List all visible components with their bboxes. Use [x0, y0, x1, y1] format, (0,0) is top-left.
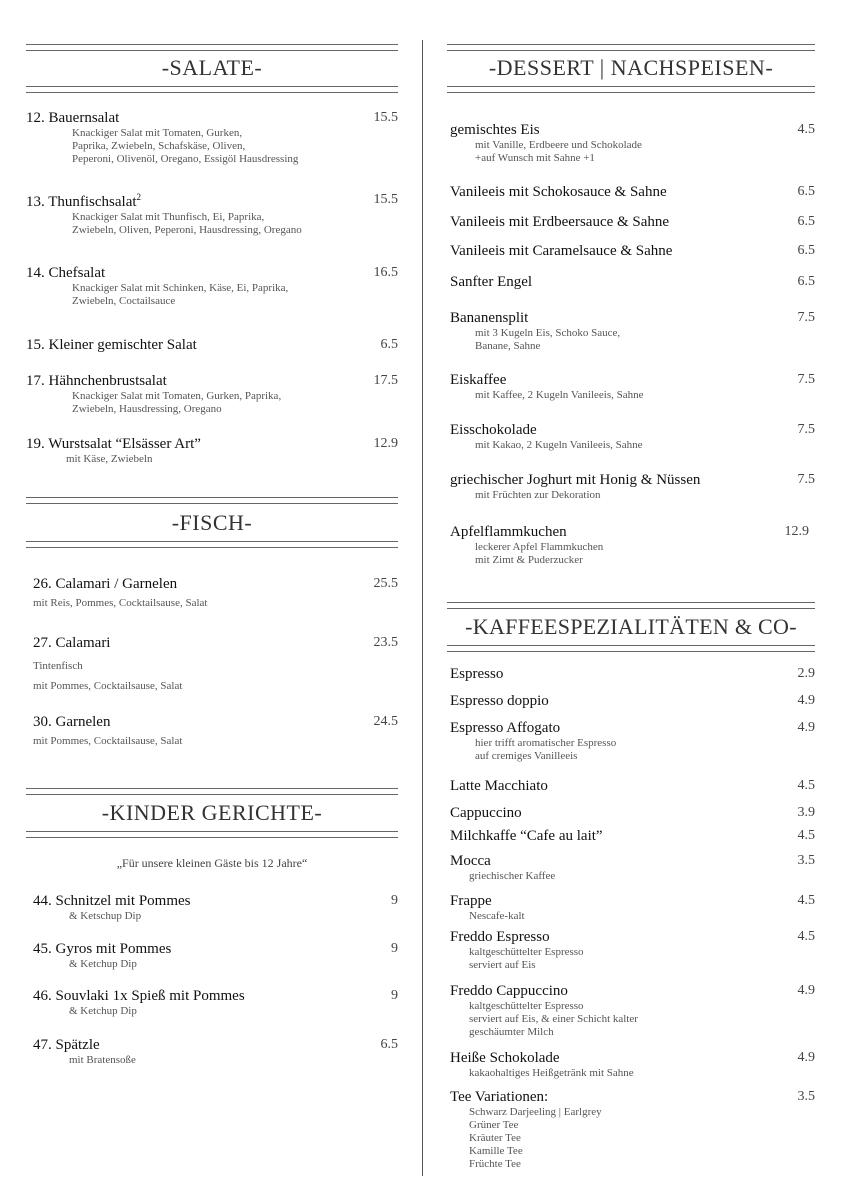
- kaffee-header: [447, 602, 815, 652]
- column-divider: [422, 40, 423, 1176]
- item-desc: Knackiger Salat mit Tomaten, Gurken,: [72, 127, 243, 139]
- menu-item: [26, 337, 398, 354]
- item-price: 9: [391, 941, 398, 956]
- item-desc: mit Pommes, Cocktailsause, Salat: [33, 735, 183, 747]
- item-desc: & Ketschup Dip: [69, 910, 142, 922]
- menu-item: [26, 110, 398, 166]
- item-name: Sanfter Engel: [450, 274, 533, 290]
- item-price: 6.5: [797, 214, 815, 229]
- menu-item: [447, 1089, 815, 1171]
- item-desc: Früchte Tee: [469, 1158, 521, 1170]
- item-desc: Knackiger Salat mit Schinken, Käse, Ei, Paprika,: [72, 282, 289, 294]
- item-desc: griechischer Kaffee: [469, 870, 556, 882]
- item-desc: Kamille Tee: [469, 1145, 523, 1157]
- menu-item: [26, 373, 398, 416]
- item-desc: serviert auf Eis, & einer Schicht kalter: [469, 1013, 638, 1025]
- item-desc: Peperoni, Olivenöl, Oregano, Essigöl Hausdressing: [72, 153, 299, 165]
- item-price: 7.5: [797, 310, 815, 325]
- item-price: 6.5: [797, 184, 815, 199]
- item-name: gemischtes Eis: [450, 122, 540, 138]
- item-desc: hier trifft aromatischer Espresso: [475, 737, 617, 749]
- item-price: 7.5: [797, 422, 815, 437]
- item-desc: & Ketchup Dip: [69, 1005, 137, 1017]
- salate-header: [26, 44, 398, 93]
- menu-item: [447, 666, 815, 683]
- item-desc: mit Zimt & Puderzucker: [475, 554, 583, 566]
- item-price: 2.9: [797, 666, 815, 681]
- menu-item: [447, 122, 815, 165]
- item-desc: Zwiebeln, Coctailsauce: [72, 295, 176, 307]
- item-desc: Nescafe-kalt: [469, 910, 525, 922]
- item-price: 7.5: [797, 472, 815, 487]
- item-price: 25.5: [373, 576, 398, 591]
- item-price: 9: [391, 988, 398, 1003]
- item-name: Vanileeis mit Schokosauce & Sahne: [450, 184, 667, 200]
- item-price: 4.5: [797, 929, 815, 944]
- item-footnote: 2: [136, 192, 142, 202]
- menu-item: [447, 983, 815, 1039]
- item-name: 15. Kleiner gemischter Salat: [26, 337, 197, 353]
- menu-item: [26, 988, 398, 1018]
- kinder-header: [26, 788, 398, 838]
- item-desc: geschäumter Milch: [469, 1026, 554, 1038]
- item-desc: & Ketchup Dip: [69, 958, 137, 970]
- item-desc: mit Reis, Pommes, Cocktailsause, Salat: [33, 597, 208, 609]
- item-price: 12.9: [784, 524, 809, 539]
- item-desc: serviert auf Eis: [469, 959, 536, 971]
- item-price: 3.5: [797, 1089, 815, 1104]
- item-desc: auf cremiges Vanilleeis: [475, 750, 578, 762]
- item-desc: Grüner Tee: [469, 1119, 519, 1131]
- item-price: 3.9: [797, 805, 815, 820]
- item-price: 12.9: [373, 436, 398, 451]
- menu-item: [26, 192, 398, 237]
- item-desc: mit Pommes, Cocktailsause, Salat: [33, 680, 183, 692]
- item-price: 6.5: [797, 274, 815, 289]
- item-price: 4.9: [797, 720, 815, 735]
- item-price: 4.5: [797, 778, 815, 793]
- menu-item: [447, 524, 815, 567]
- menu-item: [26, 1037, 398, 1067]
- menu-item: [26, 893, 398, 923]
- menu-item: [447, 184, 815, 201]
- item-name: Eisschokolade: [450, 422, 537, 438]
- item-desc: mit Vanille, Erdbeere und Schokolade: [475, 139, 642, 151]
- menu-item: [26, 714, 398, 748]
- item-name: Milchkaffe “Cafe au lait”: [450, 828, 603, 844]
- item-name: 46. Souvlaki 1x Spieß mit Pommes: [33, 988, 245, 1004]
- menu-item: [26, 576, 398, 610]
- menu-item: [447, 828, 815, 845]
- item-desc: Knackiger Salat mit Tomaten, Gurken, Paprika,: [72, 390, 282, 402]
- menu-item: [26, 941, 398, 971]
- item-name: Vanileeis mit Erdbeersauce & Sahne: [450, 214, 670, 230]
- item-name: 12. Bauernsalat: [26, 110, 120, 126]
- item-desc: mit Früchten zur Dekoration: [475, 489, 601, 501]
- item-desc: Zwiebeln, Hausdressing, Oregano: [72, 403, 222, 415]
- menu-item: [447, 214, 815, 231]
- item-name: 19. Wurstsalat “Elsässer Art”: [26, 436, 201, 452]
- item-name: 14. Chefsalat: [26, 265, 106, 281]
- item-name: 47. Spätzle: [33, 1037, 100, 1053]
- item-desc: Knackiger Salat mit Thunfisch, Ei, Paprika,: [72, 211, 265, 223]
- item-name: 26. Calamari / Garnelen: [33, 576, 178, 592]
- menu-item: [447, 310, 815, 353]
- menu-item: [447, 929, 815, 972]
- kinder-note: „Für unsere kleinen Gäste bis 12 Jahre“: [116, 856, 308, 870]
- item-desc: mit Kaffee, 2 Kugeln Vanileeis, Sahne: [475, 389, 644, 401]
- item-name: Latte Macchiato: [450, 778, 548, 794]
- item-price: 4.5: [797, 828, 815, 843]
- item-name: Frappe: [450, 893, 492, 909]
- item-desc: leckerer Apfel Flammkuchen: [475, 541, 604, 553]
- kaffee-title: -KAFFEESPEZIALITÄTEN & CO-: [465, 614, 797, 639]
- menu-item: [447, 853, 815, 883]
- item-desc: Kräuter Tee: [469, 1132, 521, 1144]
- item-desc: Zwiebeln, Oliven, Peperoni, Hausdressing, Oregano: [72, 224, 302, 236]
- item-name: Vanileeis mit Caramelsauce & Sahne: [450, 243, 673, 259]
- item-price: 4.9: [797, 693, 815, 708]
- item-desc: Schwarz Darjeeling | Earlgrey: [469, 1106, 602, 1118]
- item-desc: +auf Wunsch mit Sahne +1: [475, 152, 595, 164]
- menu-item: [447, 472, 815, 502]
- item-price: 15.5: [373, 192, 398, 207]
- item-name: Cappuccino: [450, 805, 522, 821]
- dessert-header: [447, 44, 815, 93]
- item-name: Apfelflammkuchen: [450, 524, 567, 540]
- item-desc: Tintenfisch: [33, 660, 83, 672]
- item-price: 15.5: [373, 110, 398, 125]
- item-price: 3.5: [797, 853, 815, 868]
- item-price: 6.5: [380, 1037, 398, 1052]
- item-price: 16.5: [373, 265, 398, 280]
- item-desc: mit Käse, Zwiebeln: [66, 453, 153, 465]
- item-price: 6.5: [380, 337, 398, 352]
- item-price: 6.5: [797, 243, 815, 258]
- menu-item: [447, 243, 815, 260]
- menu-item: [447, 778, 815, 795]
- item-desc: mit Bratensoße: [69, 1054, 136, 1066]
- item-name: 17. Hähnchenbrustsalat: [26, 373, 167, 389]
- item-desc: kaltgeschüttelter Espresso: [469, 946, 584, 958]
- item-price: 7.5: [797, 372, 815, 387]
- item-price: 4.5: [797, 893, 815, 908]
- item-name: 44. Schnitzel mit Pommes: [33, 893, 191, 909]
- item-desc: mit Kakao, 2 Kugeln Vanileeis, Sahne: [475, 439, 643, 451]
- item-name: Mocca: [450, 853, 491, 869]
- item-name: 13. Thunfischsalat: [26, 194, 137, 210]
- dessert-title: -DESSERT | NACHSPEISEN-: [488, 55, 774, 80]
- item-desc: kaltgeschüttelter Espresso: [469, 1000, 584, 1012]
- item-name: Bananensplit: [450, 310, 529, 326]
- item-price: 17.5: [373, 373, 398, 388]
- menu-item: [447, 805, 815, 822]
- item-name: Eiskaffee: [450, 372, 507, 388]
- item-desc: mit 3 Kugeln Eis, Schoko Sauce,: [475, 327, 621, 339]
- menu-item: [26, 265, 398, 308]
- item-name: Espresso: [450, 666, 504, 682]
- fisch-header: [26, 497, 398, 548]
- item-price: 4.9: [797, 983, 815, 998]
- item-name: 45. Gyros mit Pommes: [33, 941, 172, 957]
- item-name: griechischer Joghurt mit Honig & Nüssen: [450, 472, 701, 488]
- menu-item: [447, 720, 815, 763]
- item-name: 30. Garnelen: [33, 714, 111, 730]
- item-name: Tee Variationen:: [450, 1089, 549, 1105]
- fisch-title: -FISCH-: [171, 510, 253, 535]
- item-price: 24.5: [373, 714, 398, 729]
- item-desc: Banane, Sahne: [475, 340, 541, 352]
- item-name: Espresso doppio: [450, 693, 549, 709]
- menu-item: [447, 1050, 815, 1080]
- menu-item: [447, 693, 815, 710]
- item-desc: kakaohaltiges Heißgetränk mit Sahne: [469, 1067, 634, 1079]
- kinder-title: -KINDER GERICHTE-: [101, 800, 323, 825]
- menu-item: [26, 436, 398, 466]
- menu-item: [26, 635, 398, 696]
- menu-item: [447, 274, 815, 291]
- menu-item: [447, 893, 815, 923]
- item-desc: Paprika, Zwiebeln, Schafskäse, Oliven,: [72, 140, 246, 152]
- salate-title: -SALATE-: [161, 55, 263, 80]
- item-name: Freddo Cappuccino: [450, 983, 568, 999]
- item-price: 23.5: [373, 635, 398, 650]
- item-name: Heiße Schokolade: [450, 1050, 560, 1066]
- menu-item: [447, 372, 815, 402]
- item-price: 4.9: [797, 1050, 815, 1065]
- item-name: Freddo Espresso: [450, 929, 550, 945]
- item-price: 4.5: [797, 122, 815, 137]
- item-name: 27. Calamari: [33, 635, 111, 651]
- menu-item: [447, 422, 815, 452]
- item-price: 9: [391, 893, 398, 908]
- item-name: Espresso Affogato: [450, 720, 561, 736]
